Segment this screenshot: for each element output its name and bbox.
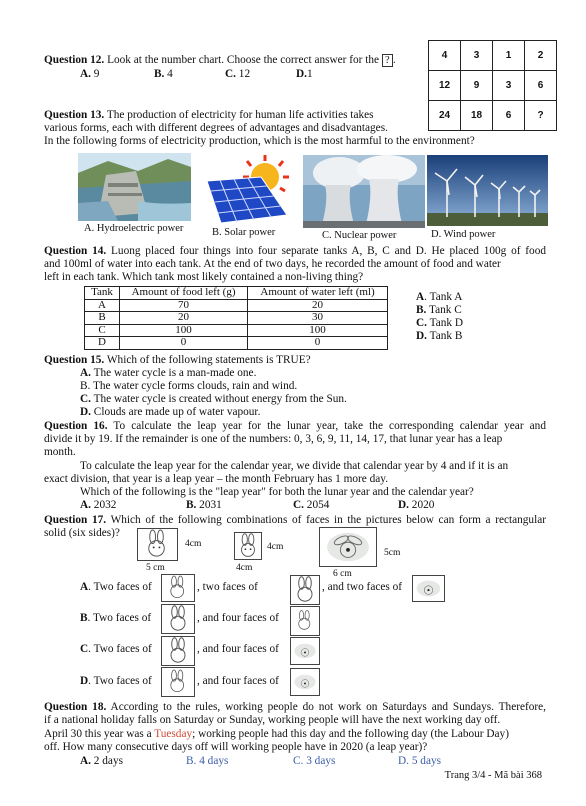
caption-wind: D. Wind power [431,229,496,240]
face2-height: 4cm [267,542,284,552]
q17-option-c[interactable] [80,643,152,655]
q14-option-a[interactable] [416,291,462,303]
q15-option-a-letter: A. [80,367,91,379]
grid-cell: 9 [461,71,493,101]
face3-height: 5cm [384,548,401,558]
face-4x4 [161,636,195,666]
q18-option-a-value: 2 days [90,755,123,767]
q16-option-b-value: 2031 [196,499,222,511]
bunny-icon [320,528,376,566]
q17-option-a[interactable] [80,581,152,593]
q12-option-c-value: 12 [235,68,251,80]
q17-option-b-letter: B [80,612,88,624]
q13-line3: In the following forms of electricity production, which is the most harmful to the environment? [44,135,475,147]
grid-cell: 6 [525,71,557,101]
q16-text1: To calculate the leap year for the lunar year, take the corresponding calendar year and [107,420,546,432]
q16-option-d-value: 2020 [408,499,435,511]
face-4x4 [290,575,320,605]
q14-line1 [44,245,546,258]
table-header-row [85,287,388,300]
table-cell: D [85,337,120,350]
q16-option-d-letter: D. [398,499,409,511]
q14-option-c[interactable] [416,317,463,329]
face-5x4 [161,574,195,602]
q15-option-a-value: The water cycle is a man-made one. [90,367,257,379]
q14-option-a-letter: A [416,291,425,303]
table-cell: 100 [248,324,388,337]
q16-line1 [44,420,546,433]
q18-option-b[interactable]: B. 4 days [186,755,229,767]
q14-option-d-value: Tank B [426,330,463,342]
q15-option-d[interactable] [80,406,260,418]
q14-option-c-value: Tank D [426,317,464,329]
q16-option-c-letter: C. [293,499,304,511]
q16-line3: month. [44,446,76,458]
q18-option-d-value: . 5 days [406,755,442,767]
table-row [85,337,388,350]
q18-line1 [44,701,546,714]
q14-option-a-value: . Tank A [424,291,463,303]
q18-text3c: ; working people had this day and the following day (the Labour Day) [192,728,509,740]
q16-option-a-value: 2032 [90,499,117,511]
q15-option-a[interactable] [80,367,256,379]
face3-width: 6 cm [333,569,352,579]
q17-option-d-letter: D [80,675,89,687]
q14-line3: left in each tank. Which tank most likely contained a non-living thing? [44,271,364,283]
table-cell: 0 [120,337,248,350]
q17-text1: Which of the following combinations of faces in the pictures below can form a rectangular [106,514,546,526]
q17-option-a-text1: . Two faces of [88,581,152,593]
q16-option-b[interactable] [186,499,222,511]
tank-table [84,286,388,350]
q16-label: Question 16. [44,420,108,432]
bunny-icon [162,575,194,601]
table-cell: 0 [248,337,388,350]
bunny-icon [291,607,319,635]
q17-line1 [44,514,546,527]
q12-option-a[interactable] [80,68,99,80]
q12-option-a-letter: A. [80,68,91,80]
q14-option-b-value: Tank C [426,304,462,316]
table-cell: 20 [248,299,388,312]
grid-cell: 3 [461,41,493,71]
q15-option-c-letter: C. [80,393,91,405]
table-header: Tank [85,287,120,300]
face2-width: 4cm [236,563,253,573]
q16-option-a-letter: A. [80,499,91,511]
q12-label: Question 12. [44,54,105,67]
page-footer: Trang 3/4 - Mã bài 368 [444,770,542,781]
q18-option-a-letter: A. [80,755,91,767]
q12-option-d[interactable] [296,68,313,80]
face-6x5 [290,637,320,665]
face-4x4 [234,532,262,560]
q16-option-c-value: 2054 [303,499,330,511]
q18-tuesday: Tuesday [154,728,193,740]
face-6x5 [412,575,445,602]
q18-option-a[interactable] [80,755,123,767]
q12-period: . [392,54,396,67]
q14-text1: Luong placed four things into four separate tanks A, B, C and D. He placed 100g of food [106,245,546,257]
caption-solar: B. Solar power [212,227,276,238]
q16-line2: divide it by 19. If the remainder is one of the numbers: 0, 3, 6, 9, 11, 14, 17, that lunar year has a leap [44,433,503,445]
q15-text: Which of the following statements is TRUE? [104,354,311,366]
face-5x4 [161,667,195,697]
q12-option-c[interactable] [225,68,250,80]
q15-stem [44,354,546,367]
solar-image [203,155,292,227]
q14-option-b-letter: B. [416,304,427,316]
q12-option-b[interactable] [154,68,173,80]
q18-line2: if a national holiday falls on Saturday or Sunday, working people will have the next working day off. [44,714,501,726]
table-cell: A [85,299,120,312]
q18-text3a: April 30 this year was a [44,728,155,740]
q14-option-b[interactable] [416,304,462,316]
bunny-icon [162,637,194,665]
q15-option-d-letter: D. [80,406,91,418]
q16-option-b-letter: B. [186,499,197,511]
q13-line1 [44,109,416,122]
table-header: Amount of water left (ml) [248,287,388,300]
face-6x5 [290,668,320,696]
q17-option-d[interactable] [80,675,152,687]
table-row [85,312,388,325]
table-header: Amount of food left (g) [120,287,248,300]
q18-option-d[interactable]: D. 5 days [398,755,442,767]
q14-option-c-letter: C. [416,317,427,329]
number-chart [428,40,557,131]
q14-line2: and 100ml of water into each tank. At the end of two days, he recorded the amount of food and water [44,258,501,270]
q15-option-b-letter: B. [80,380,91,392]
q15-option-b[interactable] [80,380,297,392]
q13-text1: The production of electricity for human life activities takes [104,109,374,121]
table-cell: 100 [120,324,248,337]
q12-text: Look at the number chart. Choose the correct answer for the [104,54,382,67]
q17-line2: solid (six sides)? [44,527,120,539]
table-cell: B [85,312,120,325]
face1-width: 5 cm [146,563,165,573]
grid-cell: 18 [461,101,493,131]
bunny-icon [162,668,194,696]
q12-answer-box: ? [382,54,393,67]
face-5x4 [290,606,320,636]
q17-option-d-text2: , and four faces of [197,675,279,687]
bunny-icon [413,576,444,601]
q12-option-b-letter: B. [154,68,165,80]
q12-option-d-value: 1 [306,68,313,80]
q15-label: Question 15. [44,354,105,366]
q16-option-c[interactable] [293,499,329,511]
bunny-icon [291,669,319,695]
grid-cell: ? [525,101,557,131]
bunny-icon [291,576,319,604]
q14-option-d[interactable] [416,330,462,342]
q18-option-b-value: . 4 days [193,755,229,767]
q18-line4: off. How many consecutive days off will working people have in 2020 (a leap year)? [44,741,428,753]
grid-cell: 6 [493,101,525,131]
q15-option-c-value: The water cycle is created without energy from the Sun. [90,393,347,405]
table-cell: 30 [248,312,388,325]
table-cell: 70 [120,299,248,312]
q17-option-c-letter: C [80,643,89,655]
q17-option-b-text1: . Two faces of [87,612,152,624]
q18-option-c[interactable]: C. 3 days [293,755,336,767]
face1-height: 4cm [185,539,202,549]
q18-line3 [44,728,546,741]
hydroelectric-image [78,153,191,221]
q16-line4: To calculate the leap year for the calendar year, we divide that calendar year by 4 and if it is an [80,460,509,472]
face-4x4 [161,604,195,634]
q16-line6: Which of the following is the "leap year" for both the lunar year and the calendar year? [80,486,474,498]
q17-option-b-text2: , and four faces of [197,612,279,624]
face-5x4 [137,528,178,561]
table-cell: C [85,324,120,337]
bunny-icon [235,533,261,559]
grid-cell: 12 [429,71,461,101]
table-row [85,324,388,337]
grid-cell: 1 [493,41,525,71]
q17-option-d-text1: . Two faces of [88,675,152,687]
bunny-icon [138,529,177,560]
q13-line2: various forms, each with different degrees of advantages and disadvantages. [44,122,388,134]
nuclear-image [303,155,425,228]
q17-option-b[interactable] [80,612,151,624]
q16-option-a[interactable] [80,499,116,511]
q13-label: Question 13. [44,109,105,121]
q17-option-c-text2: , and four faces of [197,643,279,655]
q12-option-d-letter: D. [296,68,307,80]
face-6x5 [319,527,377,567]
table-cell: 20 [120,312,248,325]
q18-text1: According to the rules, working people do not work on Saturdays and Sundays. Therefore, [106,701,546,713]
q18-option-c-value: . 3 days [300,755,336,767]
wind-image [427,155,548,226]
q17-option-a-text2: , two faces of [197,581,258,593]
grid-cell: 3 [493,71,525,101]
grid-cell: 24 [429,101,461,131]
bunny-icon [291,638,319,664]
caption-nuclear: C. Nuclear power [322,230,397,241]
q14-option-d-letter: D. [416,330,427,342]
q17-option-a-text3: , and two faces of [322,581,402,593]
q12-option-a-value: 9 [90,68,100,80]
q16-line5: exact division, that year is a leap year – the month February has 1 more day. [44,473,389,485]
table-row [85,299,388,312]
q12-option-c-letter: C. [225,68,236,80]
bunny-icon [162,605,194,633]
q15-option-c[interactable] [80,393,347,405]
q14-label: Question 14. [44,245,107,257]
q17-label: Question 17. [44,514,107,526]
q15-option-b-value: The water cycle forms clouds, rain and wind. [90,380,298,392]
q17-option-c-text1: . Two faces of [88,643,152,655]
q16-option-d[interactable] [398,499,434,511]
q18-label: Question 18. [44,701,107,713]
grid-cell: 2 [525,41,557,71]
caption-hydro: A. Hydroelectric power [84,223,184,234]
q15-option-d-value: Clouds are made up of water vapour. [90,406,261,418]
q12-option-b-value: 4 [164,68,173,80]
q17-option-a-letter: A [80,581,89,593]
grid-cell: 4 [429,41,461,71]
